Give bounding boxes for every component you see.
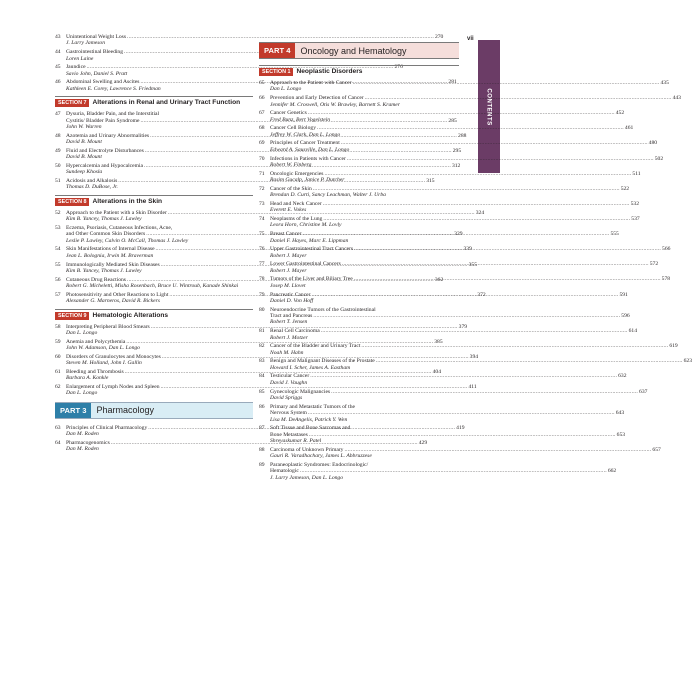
chapter-title-line: Bleeding and Thrombosis xyxy=(66,368,124,375)
chapter-title xyxy=(270,343,678,349)
chapter-authors: Robert G. Micheletti, Misha Rosenbach, Bruce U. Wintroub, Kanade Shinkai xyxy=(66,283,239,290)
chapter-title xyxy=(270,404,624,417)
chapter-title-line: Cancer of the Skin xyxy=(270,185,312,192)
chapter-number: 88 xyxy=(259,446,265,453)
toc-entry xyxy=(259,185,630,199)
page-ref: 419 xyxy=(456,424,465,431)
chapter-title-line: Pancreatic Cancer xyxy=(270,291,311,298)
contents-side-tab xyxy=(478,40,500,173)
page-ref: 379 xyxy=(458,323,468,330)
page-ref: 276 xyxy=(394,64,403,71)
chapter-authors: David B. Mount xyxy=(66,154,102,161)
dot-leader xyxy=(303,231,610,237)
chapter-number: 58 xyxy=(55,323,61,330)
chapter-authors: Josep M. Llovet xyxy=(270,282,306,289)
toc-entry xyxy=(259,110,625,123)
section-title: Alterations in Renal and Urinary Tract Function xyxy=(92,99,241,107)
dot-leader xyxy=(331,389,638,395)
chapter-number: 59 xyxy=(55,338,61,345)
chapter-number: 51 xyxy=(55,177,61,184)
page-ref: 295 xyxy=(452,147,462,154)
chapter-authors: Kim B. Yancey, Thomas J. Lawley xyxy=(66,216,142,223)
chapter-authors: Gauri R. Varadhachary, James L. Abbruzzese xyxy=(270,453,372,460)
chapter-title xyxy=(270,125,633,131)
chapter-title-line: Skin Manifestations of Internal Disease xyxy=(66,246,155,253)
toc-entry xyxy=(55,49,253,62)
chapter-title-line: Renal Cell Carcinoma xyxy=(270,328,320,335)
chapter-title xyxy=(270,462,616,475)
page-ref: 394 xyxy=(469,353,479,360)
chapter-authors: John W. Warren xyxy=(66,123,102,130)
chapter-title-line: Principles of Clinical Pharmacology xyxy=(66,424,148,431)
chapter-title-line: Disorders of Granulocytes and Monocytes xyxy=(66,353,161,360)
toc-entry xyxy=(259,140,658,154)
chapter-title xyxy=(270,276,670,282)
dot-leader xyxy=(342,261,649,267)
dot-leader xyxy=(354,276,661,282)
chapter-authors: Robert J. Mayer xyxy=(270,267,307,274)
dot-leader xyxy=(312,292,619,298)
page-ref: 452 xyxy=(615,110,625,117)
page-ref: 566 xyxy=(662,246,671,253)
chapter-number: 64 xyxy=(55,439,61,446)
page-ref: 435 xyxy=(660,80,669,86)
chapter-title-line: Unintentional Weight Loss xyxy=(66,34,127,40)
part-badge: PART 4 xyxy=(259,43,295,58)
toc-entry xyxy=(259,373,627,386)
chapter-number: 75 xyxy=(259,231,265,238)
chapter-title xyxy=(270,95,681,101)
chapter-number: 62 xyxy=(55,384,61,390)
chapter-title-line: Eczema, Psoriasis, Cutaneous Infections, Acne, xyxy=(66,224,173,231)
chapter-title-line: Bone Metastases xyxy=(270,431,308,438)
page-ref: 653 xyxy=(616,431,626,438)
page-ref: 578 xyxy=(661,276,671,283)
chapter-number: 54 xyxy=(55,246,61,253)
toc-entry xyxy=(259,446,661,460)
chapter-number: 74 xyxy=(259,215,265,222)
section-title: Alterations in the Skin xyxy=(92,197,163,205)
page-ref: 362 xyxy=(434,276,444,283)
chapter-title xyxy=(270,358,692,364)
chapter-title-line: Dysuria, Bladder Pain, and the Interstitial xyxy=(66,111,160,118)
chapter-number: 61 xyxy=(55,368,61,375)
chapter-number: 89 xyxy=(259,461,265,468)
part-3-header xyxy=(55,402,253,419)
chapter-number: 65 xyxy=(259,80,265,86)
chapter-title-line: Cancer Cell Biology xyxy=(270,125,316,132)
dot-leader xyxy=(317,125,624,131)
chapter-authors: Robert J. Motzer xyxy=(270,334,308,341)
chapter-title-line: Approach to the Patient with Cancer xyxy=(270,80,352,86)
chapter-authors: J. Larry Jameson xyxy=(66,40,105,47)
chapter-title xyxy=(270,307,630,320)
chapter-title-line: Soft Tissue and Bone Sarcomas and xyxy=(270,425,351,432)
chapter-number: 45 xyxy=(55,64,61,71)
chapter-authors: J. Larry Jameson, Dan L. Longo xyxy=(270,474,344,481)
chapter-title-line: Benign and Malignant Diseases of the Prostate xyxy=(270,358,375,365)
chapter-number: 63 xyxy=(55,424,61,431)
page-ref: 537 xyxy=(631,215,640,222)
dot-leader xyxy=(308,110,615,116)
chapter-authors: Jennifer M. Croswell, Otis W. Brawley, Barnett S. Kramer xyxy=(270,101,400,108)
chapter-authors: Steven M. Holland, John I. Gallin xyxy=(66,360,142,367)
part-4 xyxy=(259,42,459,59)
toc-entry xyxy=(259,328,638,341)
chapter-authors: Dan M. Roden xyxy=(66,431,99,438)
chapter-title xyxy=(270,140,657,146)
page-ref: 429 xyxy=(418,439,428,446)
chapter-title-line: Neuroendocrine Tumors of the Gastrointestinal xyxy=(270,306,376,313)
page-ref: 643 xyxy=(615,410,625,417)
chapter-title-line: Infections in Patients with Cancer xyxy=(270,155,346,162)
chapter-title-line: Cancer of the Bladder and Urinary Tract xyxy=(270,343,361,350)
chapter-title-line: Nervous System xyxy=(270,410,307,417)
chapter-authors: Fred Bunz, Bert Vogelstein xyxy=(270,116,331,123)
page-ref: 572 xyxy=(649,261,659,268)
chapter-title xyxy=(270,80,669,86)
dot-leader xyxy=(308,410,615,416)
page-ref: 662 xyxy=(607,468,617,475)
chapter-title-line: Lower Gastrointestinal Cancers xyxy=(270,261,341,268)
chapter-title-line: Primary and Metastatic Tumors of the xyxy=(270,403,355,410)
chapter-authors: Dan M. Roden xyxy=(66,446,99,453)
toc-entry xyxy=(259,215,640,229)
toc-entry xyxy=(259,80,669,93)
chapter-number: 73 xyxy=(259,200,265,207)
chapter-title xyxy=(270,201,639,207)
chapter-number: 50 xyxy=(55,162,61,169)
chapter-authors: Leora Horn, Christine M. Lovly xyxy=(270,222,342,229)
chapter-authors: Robert T. Jensen xyxy=(270,319,308,326)
page-ref: 502 xyxy=(654,155,664,162)
chapter-title-line: Prevention and Early Detection of Cancer xyxy=(270,95,364,102)
chapter-title-line: Pharmacogenomics xyxy=(66,439,110,446)
dot-leader xyxy=(310,373,617,379)
dot-leader xyxy=(354,246,661,252)
toc-entry xyxy=(259,170,641,184)
page-ref: 596 xyxy=(621,313,630,320)
toc-entry xyxy=(259,155,664,169)
chapter-title-line: Breast Cancer xyxy=(270,231,302,238)
chapter-title-line: Azotemia and Urinary Abnormalities xyxy=(66,132,150,139)
chapter-number: 82 xyxy=(259,343,265,350)
page-ref: 532 xyxy=(630,200,640,207)
chapter-authors: David Spriggs xyxy=(270,395,303,401)
chapter-number: 44 xyxy=(55,49,61,56)
page-ref: 339 xyxy=(463,246,472,253)
chapter-title xyxy=(66,34,443,40)
page-ref: 480 xyxy=(648,140,658,147)
chapter-authors: Sundeep Khosla xyxy=(66,169,103,176)
page-ref: 270 xyxy=(434,34,444,40)
page-ref: 522 xyxy=(620,185,630,192)
chapter-number: 83 xyxy=(259,358,265,365)
chapter-authors: Barbara A. Konkle xyxy=(66,375,109,382)
page-ref: 511 xyxy=(632,170,641,177)
chapter-authors: Loren Laine xyxy=(66,55,94,62)
page-ref: 404 xyxy=(432,368,441,375)
page-ref: 324 xyxy=(475,209,485,216)
page-ref: 411 xyxy=(468,384,477,390)
chapter-title-line: Interpreting Peripheral Blood Smears xyxy=(66,323,150,330)
part-4-header xyxy=(259,42,459,59)
chapter-number: 43 xyxy=(55,34,61,40)
page-ref: 443 xyxy=(672,95,681,102)
page-ref: 312 xyxy=(451,162,461,169)
dot-leader xyxy=(309,432,616,438)
toc-entry xyxy=(259,343,678,356)
chapter-number: 72 xyxy=(259,185,265,192)
chapter-title xyxy=(270,389,647,395)
chapter-number: 71 xyxy=(259,170,265,177)
toc-entry xyxy=(259,231,619,244)
chapter-title-line: Tumors of the Liver and Biliary Tree xyxy=(270,276,353,283)
chapter-title xyxy=(270,110,624,116)
chapter-authors: John W. Adamson, Dan L. Longo xyxy=(66,345,140,352)
chapter-number: 53 xyxy=(55,224,61,231)
chapter-number: 68 xyxy=(259,125,265,132)
chapter-authors: Rasim Gucalp, Janice P. Dutcher xyxy=(270,177,345,184)
section-badge: SECTION 9 xyxy=(55,312,89,320)
chapter-authors: Lisa M. DeAngelis, Patrick Y. Wen xyxy=(270,416,348,423)
dot-leader xyxy=(323,201,630,207)
chapter-title-line: and Other Common Skin Disorders xyxy=(66,231,146,238)
chapter-authors: Edward A. Sausville, Dan L. Longo xyxy=(270,146,350,153)
page-ref: 632 xyxy=(618,373,627,380)
page-ref: 555 xyxy=(610,231,619,238)
dot-leader xyxy=(321,328,628,334)
chapter-authors: Howard I. Scher, James A. Eastham xyxy=(270,364,351,371)
chapter-title-line: Neoplasms of the Lung xyxy=(270,215,323,222)
chapter-number: 78 xyxy=(259,276,265,283)
chapter-authors: Savio John, Daniel S. Pratt xyxy=(66,70,128,77)
dot-leader xyxy=(341,140,648,146)
chapter-authors: Jeffrey W. Clark, Dan L. Longo xyxy=(270,131,341,138)
chapter-title-line: Carcinoma of Unknown Primary xyxy=(270,446,344,453)
chapter-title-line: Gastrointestinal Bleeding xyxy=(66,49,124,56)
chapter-title-line: Hypercalcemia and Hypocalcemia xyxy=(66,162,144,169)
part-3 xyxy=(55,402,253,419)
chapter-title-line: Enlargement of Lymph Nodes and Spleen xyxy=(66,384,160,390)
chapter-title-line: Paraneoplastic Syndromes: Endocrinologic/ xyxy=(270,461,369,468)
chapter-title-line: Jaundice xyxy=(66,64,86,71)
chapter-authors: Alexander G. Marneros, David R. Bickers xyxy=(66,298,160,305)
chapter-number: 70 xyxy=(259,155,265,162)
section-1-header xyxy=(259,65,459,76)
chapter-title-line: Testicular Cancer xyxy=(270,373,310,380)
chapter-title-line: Hematologic xyxy=(270,468,299,475)
chapter-title-line: Head and Neck Cancer xyxy=(270,200,322,207)
chapter-number: 87 xyxy=(259,425,265,432)
chapter-authors: Thomas D. DuBose, Jr. xyxy=(66,184,118,191)
chapter-authors: David B. Mount xyxy=(66,139,102,146)
page-ref: 637 xyxy=(639,388,648,395)
dot-leader xyxy=(127,34,434,40)
chapter-title-line: Tract and Pancreas xyxy=(270,313,313,320)
chapter-number: 47 xyxy=(55,111,61,118)
chapter-title xyxy=(270,261,658,267)
section-title: Hematologic Alterations xyxy=(92,311,169,319)
chapter-title xyxy=(270,373,627,379)
chapter-title xyxy=(270,246,670,252)
chapter-title-line: Cancer Genetics xyxy=(270,110,307,117)
toc-entry xyxy=(259,276,671,289)
page-ref: 372 xyxy=(477,291,486,298)
page-ref: 355 xyxy=(468,261,477,268)
chapter-authors: David J. Vaughn xyxy=(270,379,308,386)
toc-entry xyxy=(259,306,630,326)
page-ref: 461 xyxy=(624,125,634,132)
chapter-number: 52 xyxy=(55,209,61,216)
dot-leader xyxy=(344,447,651,453)
chapter-number: 79 xyxy=(259,291,265,298)
chapter-title-line: Cutaneous Drug Reactions xyxy=(66,276,126,283)
chapter-title-line: Fluid and Electrolyte Disturbances xyxy=(66,147,144,154)
chapter-number: 84 xyxy=(259,373,265,380)
toc-entry xyxy=(259,358,692,371)
toc-entry xyxy=(259,95,681,108)
chapter-authors: Kim B. Yancey, Thomas J. Lawley xyxy=(66,267,142,274)
toc-entry xyxy=(55,34,444,47)
chapter-authors: Kathleen E. Corey, Lawrence S. Friedman xyxy=(66,85,161,92)
chapter-authors: Dan L. Longo xyxy=(66,390,98,397)
chapter-authors: Dan L. Longo xyxy=(66,329,98,336)
page-ref: 285 xyxy=(448,117,457,124)
dot-leader xyxy=(361,343,668,349)
chapter-number: 46 xyxy=(55,79,61,86)
dot-leader xyxy=(325,171,632,177)
chapter-authors: Robert J. Mayer xyxy=(270,252,307,259)
section-badge: SECTION 8 xyxy=(55,198,89,206)
chapter-number: 67 xyxy=(259,110,265,117)
page-ref: 591 xyxy=(619,291,628,298)
section-badge: SECTION 7 xyxy=(55,99,89,107)
page-number: vii xyxy=(467,36,474,42)
chapter-title-line: Photosensitivity and Other Reactions to Light xyxy=(66,291,169,298)
dot-leader xyxy=(376,358,683,364)
chapter-title xyxy=(270,328,637,334)
chapter-title xyxy=(270,425,625,438)
chapter-number: 49 xyxy=(55,147,61,154)
dot-leader xyxy=(313,313,620,319)
chapter-title-line: Oncologic Emergencies xyxy=(270,170,324,177)
section-8-header xyxy=(55,195,253,206)
chapter-authors: Shreyaskumar R. Patel xyxy=(270,438,322,445)
chapter-authors: Leslie P. Lawley, Calvin O. McCall, Thomas J. Lawley xyxy=(66,237,189,244)
chapter-number: 80 xyxy=(259,306,265,313)
page-ref: 385 xyxy=(434,338,443,345)
chapter-number: 55 xyxy=(55,261,61,268)
chapter-authors: Robert W. Finberg xyxy=(270,161,312,168)
page-ref: 623 xyxy=(683,358,692,365)
page-ref: 288 xyxy=(458,132,467,139)
side-tab-label: CONTENTS xyxy=(485,87,493,126)
section-title: Neoplastic Disorders xyxy=(296,68,363,75)
chapter-authors: Dan L. Longo xyxy=(270,86,302,93)
chapter-title xyxy=(270,231,619,237)
chapter-title-line: Gynecologic Malignancies xyxy=(270,388,331,395)
chapter-number: 81 xyxy=(259,328,265,335)
chapter-title-line: Anemia and Polycythemia xyxy=(66,338,126,345)
chapter-number: 77 xyxy=(259,261,265,268)
toc-entry xyxy=(259,403,625,423)
part-badge: PART 3 xyxy=(55,403,91,418)
chapter-number: 57 xyxy=(55,291,61,298)
chapter-authors: Everett E. Vokes xyxy=(270,207,307,214)
chapter-title-line: Upper Gastrointestinal Tract Cancers xyxy=(270,246,354,253)
page-ref: 614 xyxy=(628,328,638,335)
chapter-number: 66 xyxy=(259,95,265,102)
chapter-title-line: Approach to the Patient with a Skin Disorder xyxy=(66,209,167,216)
part-title: Pharmacology xyxy=(96,405,154,416)
chapter-number: 56 xyxy=(55,276,61,283)
dot-leader xyxy=(300,468,607,474)
section-9-header xyxy=(55,309,253,320)
chapter-authors: Daniel D. Von Hoff xyxy=(270,297,314,304)
chapter-authors: Jean L. Bolognia, Irwin M. Braverman xyxy=(66,252,154,259)
page-ref: 281 xyxy=(448,79,457,86)
page-ref: 329 xyxy=(454,231,463,238)
chapter-title-line: Cystitis/ Bladder Pain Syndrome xyxy=(66,117,140,124)
toc-entry xyxy=(259,461,617,481)
chapter-authors: Noah M. Hahn xyxy=(270,349,304,356)
page-ref: 657 xyxy=(652,446,661,453)
part-title: Oncology and Hematology xyxy=(300,45,407,56)
chapter-number: 76 xyxy=(259,246,265,253)
chapter-title-line: Abdominal Swelling and Ascites xyxy=(66,79,140,86)
section-badge: SECTION 1 xyxy=(259,68,293,76)
chapter-number: 48 xyxy=(55,132,61,139)
chapter-number: 85 xyxy=(259,388,265,395)
dot-leader xyxy=(353,80,660,86)
chapter-title xyxy=(270,156,663,162)
dot-leader xyxy=(323,216,630,222)
chapter-title xyxy=(270,292,628,298)
chapter-title-line: Principles of Cancer Treatment xyxy=(270,140,340,147)
chapter-title-line: Immunologically Mediated Skin Diseases xyxy=(66,261,160,268)
chapter-number: 86 xyxy=(259,403,265,410)
page-ref: 619 xyxy=(669,343,678,350)
toc-entry xyxy=(259,388,648,402)
chapter-authors: Brendan D. Curti, Sancy Leachman, Walter J. Urba xyxy=(270,192,386,199)
chapter-number: 60 xyxy=(55,353,61,360)
page-ref: 315 xyxy=(426,177,435,184)
chapter-number: 69 xyxy=(259,140,265,147)
chapter-title-line: Acidosis and Alkalosis xyxy=(66,177,118,184)
dot-leader xyxy=(365,95,672,101)
chapter-authors: Daniel F. Hayes, Marc E. Lippman xyxy=(270,237,349,244)
section-7-header xyxy=(55,96,253,107)
dot-leader xyxy=(347,156,654,162)
